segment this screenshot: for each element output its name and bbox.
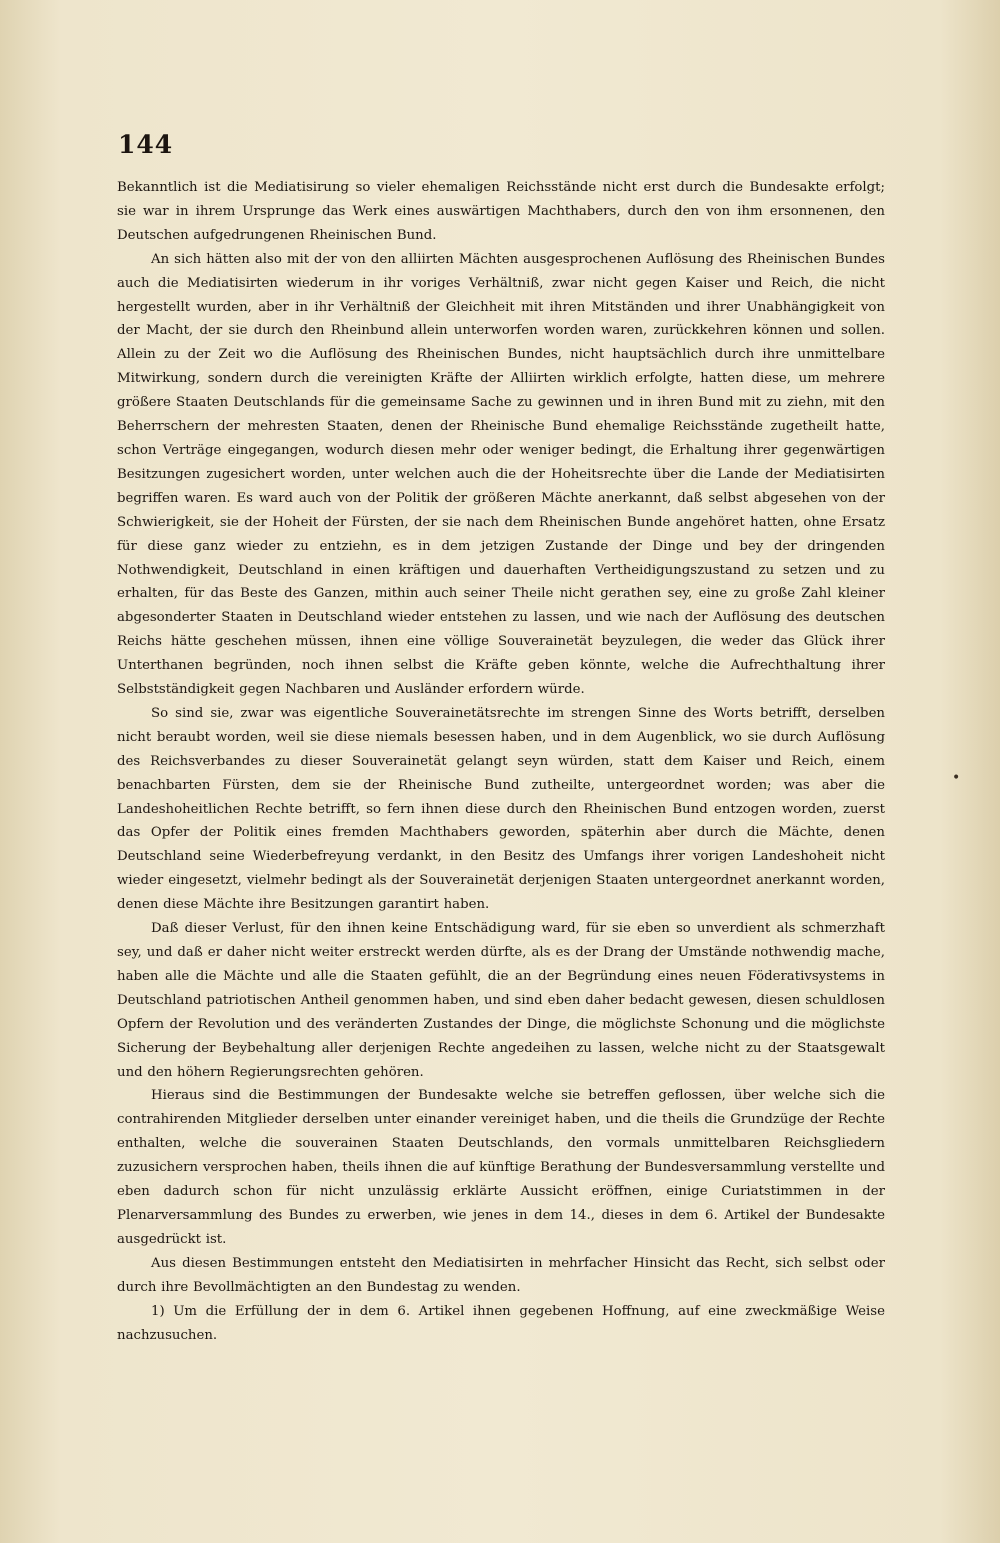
page-number: 144 [118,130,174,159]
paragraph-7: 1) Um die Erfüllung der in dem 6. Artikel ihnen gegebenen Hoffnung, auf eine zweckmäßige Weise nachzusuchen. [117,1303,885,1343]
paragraph-5: Hieraus sind die Bestimmungen der Bundesakte welche sie betreffen geflossen, über welche sich die contrahirenden Mitglieder derselben unter einander vereiniget haben, und die theils die Grundzüge der Rechte enthalten, welche die souverainen Staaten Deutschlands, den vormals unmittelbaren Reichsgliedern zuzusichern versprochen haben, theils ihnen die auf künftige Berathung der Bundesversammlung verstellte und eben dadurch schon für nicht unzulässig erklärte Aussicht eröffnen, einige Curiatstimmen in der Plenarversammlung des Bundes zu erwerben, wie jenes in dem 14., dieses in dem 6. Artikel der Bundesakte ausgedrückt ist. [117,1088,885,1247]
paragraph-6: Aus diesen Bestimmungen entsteht den Mediatisirten in mehrfacher Hinsicht das Recht, sich selbst oder durch ihre Bevollmächtigten an den Bundestag zu wenden. [117,1255,885,1295]
paragraph-4: Daß dieser Verlust, für den ihnen keine Entschädigung ward, für sie eben so unverdient als schmerzhaft sey, und daß er daher nicht weiter erstreckt werden dürfte, als es der Drang der Umstände nothwendig mache, haben alle die Mächte und alle die Staaten gefühlt, die an der Begründung eines neuen Föderativsystems in Deutschland patriotischen Antheil genommen haben, und sind eben daher bedacht gewesen, diesen schuldlosen Opfern der Revolution und des veränderten Zustandes der Dinge, die möglichste Schonung und die möglichste Sicherung der Beybehaltung aller derjenigen Rechte angedeihen zu lassen, welche nicht zu der Staatsgewalt und den höhern Regierungsrechten gehören. [117,921,885,1080]
margin-mark: • [952,770,961,786]
paragraph-2: An sich hätten also mit der von den alliirten Mächten ausgesprochenen Auflösung des Rheinischen Bundes auch die Mediatisirten wiederum in ihr voriges Verhältniß, zwar nicht gegen Kaiser und Reich, die nicht hergestellt wurden, aber in ihr Verhältniß der Gleichheit mit ihren Mitständen und ihrer Unabhängigkeit von der Macht, der sie durch den Rheinbund allein unterworfen worden waren, zurückkehren können und sollen. Allein zu der Zeit wo die Auflösung des Rheinischen Bundes, nicht hauptsächlich durch ihre unmittelbare Mitwirkung, sondern durch die vereinigten Kräfte der Alliirten wirklich erfolgte, hatten diese, um mehrere größere Staaten Deutschlands für die gemeinsame Sache zu gewinnen und in ihren Bund mit zu ziehn, mit den Beherrschern der mehresten Staaten, denen der Rheinische Bund ehemalige Reichsstände zugetheilt hatte, schon Verträge eingegangen, wodurch diesen mehr oder weniger bedingt, die Erhaltung ihrer gegenwärtigen Besitzungen zugesichert worden, unter welchen auch die der Hoheitsrechte über die Lande der Mediatisirten begriffen waren. Es ward auch von der Politik der größeren Mächte anerkannt, daß selbst abgesehen von der Schwierigkeit, sie der Hoheit der Fürsten, der sie nach dem Rheinischen Bunde angehöret hatten, ohne Ersatz für diese ganz wieder zu entziehn, es in dem jetzigen Zustande der Dinge und bey der dringenden Nothwendigkeit, Deutschland in einen kräftigen und dauerhaften Vertheidigungszustand zu setzen und zu erhalten, für das Beste des Ganzen, mithin auch seiner Theile nicht gerathen sey, eine zu große Zahl kleiner abgesonderter Staaten in Deutschland wieder entstehen zu lassen, und wie nach der Auflösung des deutschen Reichs hätte geschehen müssen, ihnen eine völlige Souverainetät beyzulegen, die weder das Glück ihrer Unterthanen begründen, noch ihnen selbst die Kräfte geben könnte, welche die Aufrechthaltung ihrer Selbstständigkeit gegen Nachbaren und Ausländer erfordern würde. [117,251,885,698]
body-text [117,176,885,1347]
paragraph-1: Bekanntlich ist die Mediatisirung so vieler ehemaligen Reichsstände nicht erst durch die Bundesakte erfolgt; sie war in ihrem Ursprunge das Werk eines auswärtigen Machthabers, durch den von ihm ersonnenen, den Deutschen aufgedrungenen Rheinischen Bund. [117,180,885,243]
paragraph-3: So sind sie, zwar was eigentliche Souverainetätsrechte im strengen Sinne des Worts betrifft, derselben nicht beraubt worden, weil sie diese niemals besessen haben, und in dem Augenblick, wo sie durch Auflösung des Reichsverbandes zu dieser Souverainetät gelangt seyn würden, statt dem Kaiser und Reich, einem benachbarten Fürsten, dem sie der Rheinische Bund zutheilte, untergeordnet worden; was aber die Landeshoheitlichen Rechte betrifft, so fern ihnen diese durch den Rheinischen Bund entzogen worden, zuerst das Opfer der Politik eines fremden Machthabers geworden, späterhin aber durch die Mächte, denen Deutschland seine Wiederbefreyung verdankt, in den Besitz des Umfangs ihrer vorigen Landeshoheit nicht wieder eingesetzt, vielmehr bedingt als der Souverainetät derjenigen Staaten untergeordnet anerkannt worden, denen diese Mächte ihre Besitzungen garantirt haben. [117,705,885,913]
